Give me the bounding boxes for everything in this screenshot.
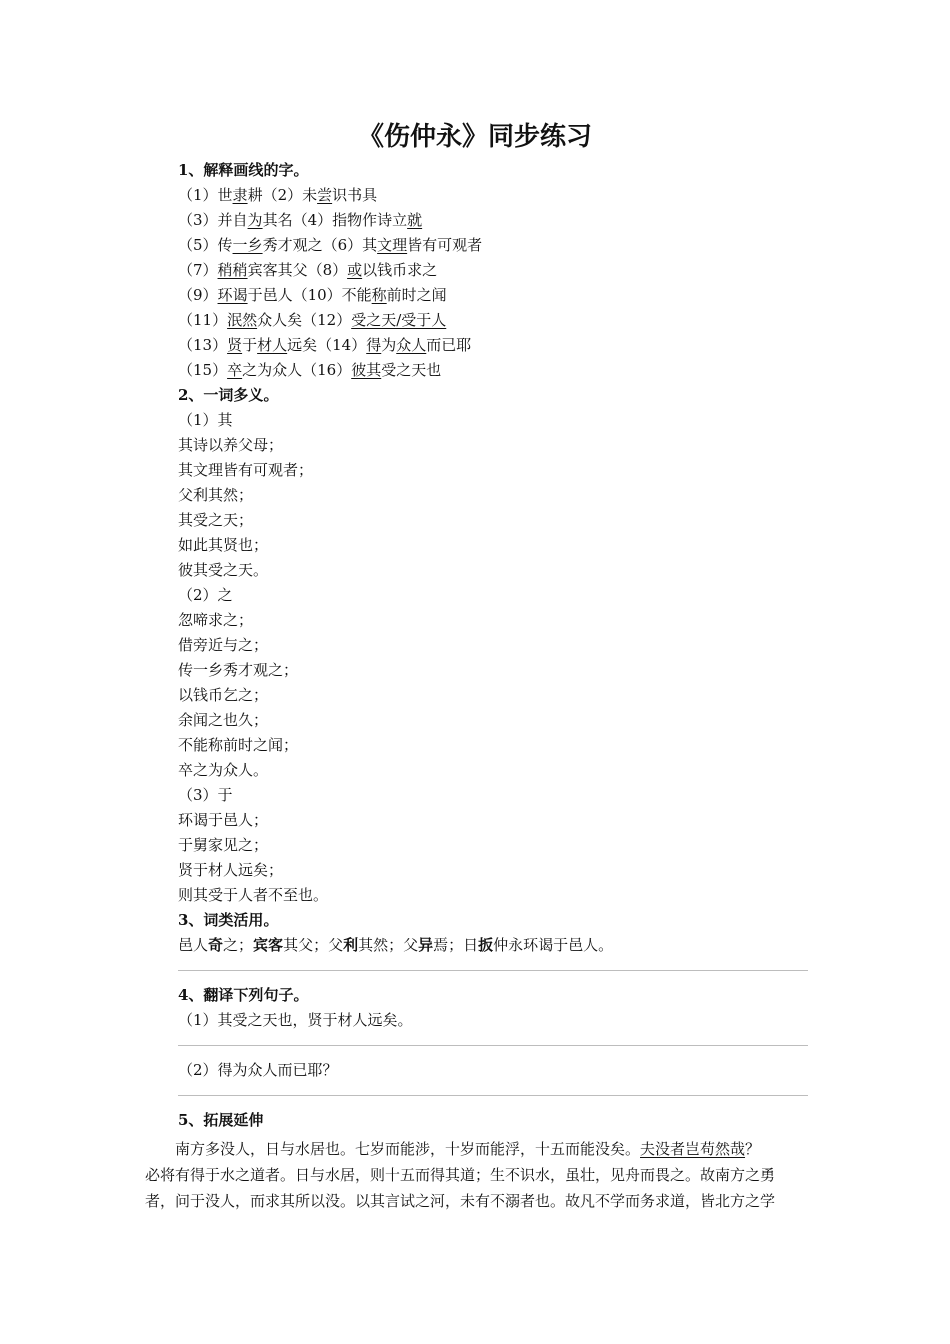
text-segment: 焉；日 [433,936,479,954]
section-2-heading: 2、一词多义。 [178,386,279,404]
polysemy-sentence: 则其受于人者不至也。 [178,886,329,904]
text-segment: 必将有得于水之道者。日与水居，则十五而得其道；生不识水，虽壮，见舟而畏之。故南方之勇 [145,1166,776,1184]
text-segment: 为 [381,336,397,354]
text-segment: 仲永环谒于邑人。 [493,936,614,954]
text-segment: 众人矣（12） [257,311,352,329]
polysemy-sentence: 卒之为众人。 [178,761,269,779]
text-segment: 之； [223,936,254,954]
translation-question-2: （2）得为众人而已耶？ [178,1061,338,1079]
text-segment: （13） [178,336,228,354]
polysemy-sentence: 借旁近与之； [178,636,269,654]
polysemy-sentence: 彼其受之天。 [178,561,269,579]
polysemy-sentence: 余闻之也久； [178,711,269,729]
section-4-heading: 4、翻译下列句子。 [178,986,309,1004]
underlined-word: 卒 [227,361,243,379]
polysemy-sentence: 其受之天； [178,511,254,529]
text-segment: 之为众人（16） [242,361,352,379]
bold-word: 宾客 [253,936,284,954]
underlined-word: 材人 [257,336,288,354]
underlined-word: 为 [247,211,263,229]
text-segment: 者，问于没人，而求其所以没。以其言试之河，未有不溺者也。故凡不学而务求道，皆北方之学 [145,1192,776,1210]
vocab-item-row [178,358,808,383]
bold-word: 奇 [208,936,224,954]
polysemy-sentence: 其诗以养父母； [178,436,284,454]
text-segment: 耕（2）未 [247,186,318,204]
polysemy-group-label: （2）之 [178,586,233,604]
answer-line [178,970,808,971]
polysemy-sentence: 其文理皆有可观者； [178,461,314,479]
text-segment: 其父；父 [283,936,344,954]
underlined-word: 就 [407,211,423,229]
text-segment: 宾客其父（8） [247,261,348,279]
text-segment: （7） [178,261,218,279]
bold-word: 利 [343,936,359,954]
underlined-word: 彼其 [351,361,382,379]
text-segment: （5）传 [178,236,233,254]
vocab-item-row [178,283,808,308]
text-segment: 前时之闻 [386,286,447,304]
text-segment: 其然；父 [358,936,419,954]
text-segment: 皆有可观者 [407,236,483,254]
translation-question-1: （1）其受之天也，贤于材人远矣。 [178,1011,413,1029]
polysemy-sentence: 于舅家见之； [178,836,269,854]
underlined-word: 隶 [232,186,248,204]
section-3-heading: 3、词类活用。 [178,911,279,929]
text-segment: 秀才观之（6）其 [262,236,378,254]
text-segment: 识书具 [332,186,378,204]
text-segment: 于邑人（10）不能 [247,286,372,304]
polysemy-sentence: 传一乡秀才观之； [178,661,299,679]
extension-passage [145,1136,808,1214]
text-segment: 邑人 [178,936,209,954]
text-segment: 受之天也 [381,361,442,379]
polysemy-sentence: 如此其贤也； [178,536,269,554]
polysemy-sentence: 不能称前时之闻； [178,736,299,754]
exercise-content [178,158,808,1133]
underlined-word: 尝 [317,186,333,204]
underlined-word: 泯然 [227,311,258,329]
underlined-word: 或 [347,261,363,279]
polysemy-group-label: （1）其 [178,411,233,429]
underlined-word: 稍稍 [217,261,248,279]
vocab-item-row [178,233,808,258]
text-segment: （15） [178,361,228,379]
polysemy-group-label: （3）于 [178,786,233,804]
section-1-items [178,183,808,383]
text-segment: 于 [242,336,258,354]
text-segment: （1）世 [178,186,233,204]
section-2-items [178,408,808,908]
text-segment: （9） [178,286,218,304]
underlined-word: 一乡 [232,236,263,254]
text-segment: 以钱币求之 [362,261,438,279]
polysemy-sentence: 以钱币乞之； [178,686,269,704]
polysemy-sentence: 父利其然； [178,486,254,504]
vocab-item-row [178,208,808,233]
vocab-item-row [178,258,808,283]
bold-word: 异 [418,936,434,954]
underlined-word: 环谒 [217,286,248,304]
passage-line [145,1136,808,1162]
vocab-item-row [178,183,808,208]
text-segment: （3）并自 [178,211,248,229]
underlined-word: 众人 [396,336,427,354]
page-title: 《伤仲永》同步练习 [357,122,592,152]
passage-line [145,1188,808,1214]
text-segment: 而已耶 [426,336,472,354]
text-segment: 其名（4）指物作诗立 [262,211,408,229]
polysemy-sentence: 贤于材人远矣； [178,861,284,879]
underlined-word: 文理 [377,236,408,254]
answer-line [178,1095,808,1096]
section-5-heading: 5、拓展延伸 [178,1111,264,1129]
text-segment: 远矣（14） [287,336,367,354]
section-3-sentence [178,933,808,958]
text-segment: 南方多没人，日与水居也。七岁而能涉，十岁而能浮，十五而能没矣。 [175,1140,641,1158]
underlined-word: 贤 [227,336,243,354]
section-1-heading: 1、解释画线的字。 [178,161,309,179]
text-segment: ？ [745,1140,761,1158]
text-segment: （11） [178,311,228,329]
polysemy-sentence: 忽啼求之； [178,611,254,629]
vocab-item-row [178,333,808,358]
bold-word: 扳 [478,936,494,954]
vocab-item-row [178,308,808,333]
underlined-word: 夫没者岂苟然哉 [640,1140,746,1158]
underlined-word: 受之天/受于人 [351,311,447,329]
passage-line [145,1162,808,1188]
underlined-word: 得 [366,336,382,354]
underlined-word: 称 [371,286,387,304]
polysemy-sentence: 环谒于邑人； [178,811,269,829]
answer-line [178,1045,808,1046]
